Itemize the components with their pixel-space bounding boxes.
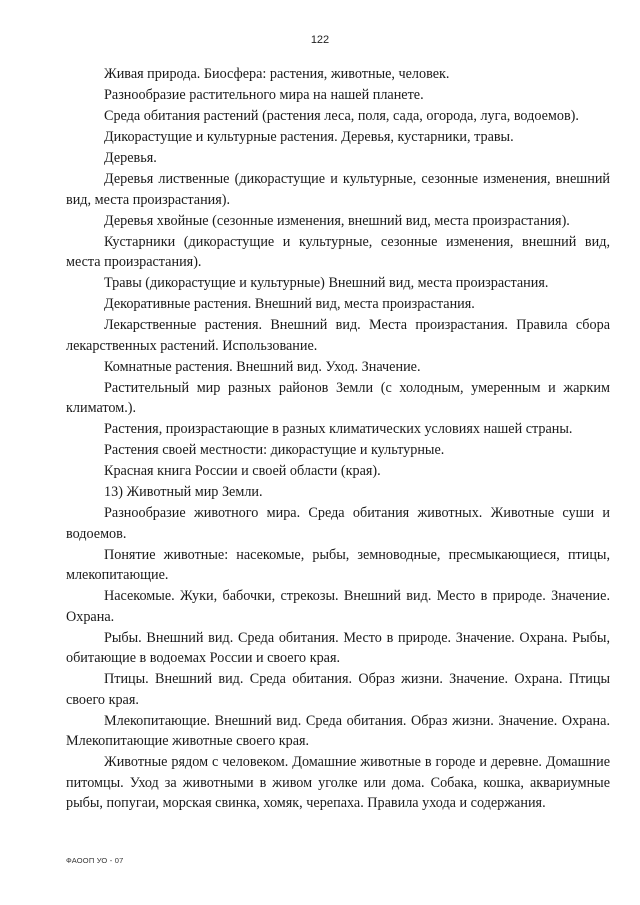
paragraph: Деревья лиственные (дикорастущие и культурные, сезонные изменения, внешний вид, места произрастания). [66,171,610,208]
paragraph: Кустарники (дикорастущие и культурные, сезонные изменения, внешний вид, места произрастания). [66,233,610,270]
document-body [66,64,610,814]
paragraph: Разнообразие растительного мира на нашей планете. [104,87,424,103]
paragraph: Насекомые. Жуки, бабочки, стрекозы. Внешний вид. Место в природе. Значение. Охрана. [66,588,610,625]
paragraph: Животные рядом с человеком. Домашние животные в городе и деревне. Домашние питомцы. Уход за животными в живом уголке или дома. Собака, кошка, аквариумные рыбы, попугаи, морская свинка, хомяк, черепаха. Правила ухода и содержания. [66,754,610,811]
paragraph: Разнообразие животного мира. Среда обитания животных. Животные суши и водоемов. [66,505,610,542]
paragraph: Растения своей местности: дикорастущие и культурные. [104,442,445,458]
paragraph: Рыбы. Внешний вид. Среда обитания. Место в природе. Значение. Охрана. Рыбы, обитающие в водоемах России и своего края. [66,629,610,666]
paragraph: Живая природа. Биосфера: растения, животные, человек. [104,66,450,82]
section-heading: 13) Животный мир Земли. [104,484,263,500]
paragraph: Лекарственные растения. Внешний вид. Места произрастания. Правила сбора лекарственных растений. Использование. [66,317,610,354]
paragraph: Растительный мир разных районов Земли (с холодным, умеренным и жарким климатом.). [66,379,610,416]
paragraph: Дикорастущие и культурные растения. Деревья, кустарники, травы. [104,129,514,145]
paragraph: Понятие животные: насекомые, рыбы, земноводные, пресмыкающиеся, птицы, млекопитающие. [66,546,610,583]
document-footer-code: ФАООП УО - 07 [66,856,124,865]
paragraph: Растения, произрастающие в разных климатических условиях нашей страны. [104,421,573,437]
paragraph: Декоративные растения. Внешний вид, места произрастания. [104,296,475,312]
paragraph: Птицы. Внешний вид. Среда обитания. Образ жизни. Значение. Охрана. Птицы своего края. [66,671,610,708]
paragraph: Деревья хвойные (сезонные изменения, внешний вид, места произрастания). [104,212,570,229]
paragraph: Среда обитания растений (растения леса, поля, сада, огорода, луга, водоемов). [104,108,579,124]
page-number: 122 [310,34,330,46]
paragraph: Комнатные растения. Внешний вид. Уход. Значение. [104,358,421,375]
paragraph: Млекопитающие. Внешний вид. Среда обитания. Образ жизни. Значение. Охрана. Млекопитающие животные своего края. [66,712,610,749]
paragraph: Травы (дикорастущие и культурные) Внешний вид, места произрастания. [104,275,549,291]
paragraph: Красная книга России и своей области (края). [104,463,381,479]
paragraph: Деревья. [104,150,157,166]
